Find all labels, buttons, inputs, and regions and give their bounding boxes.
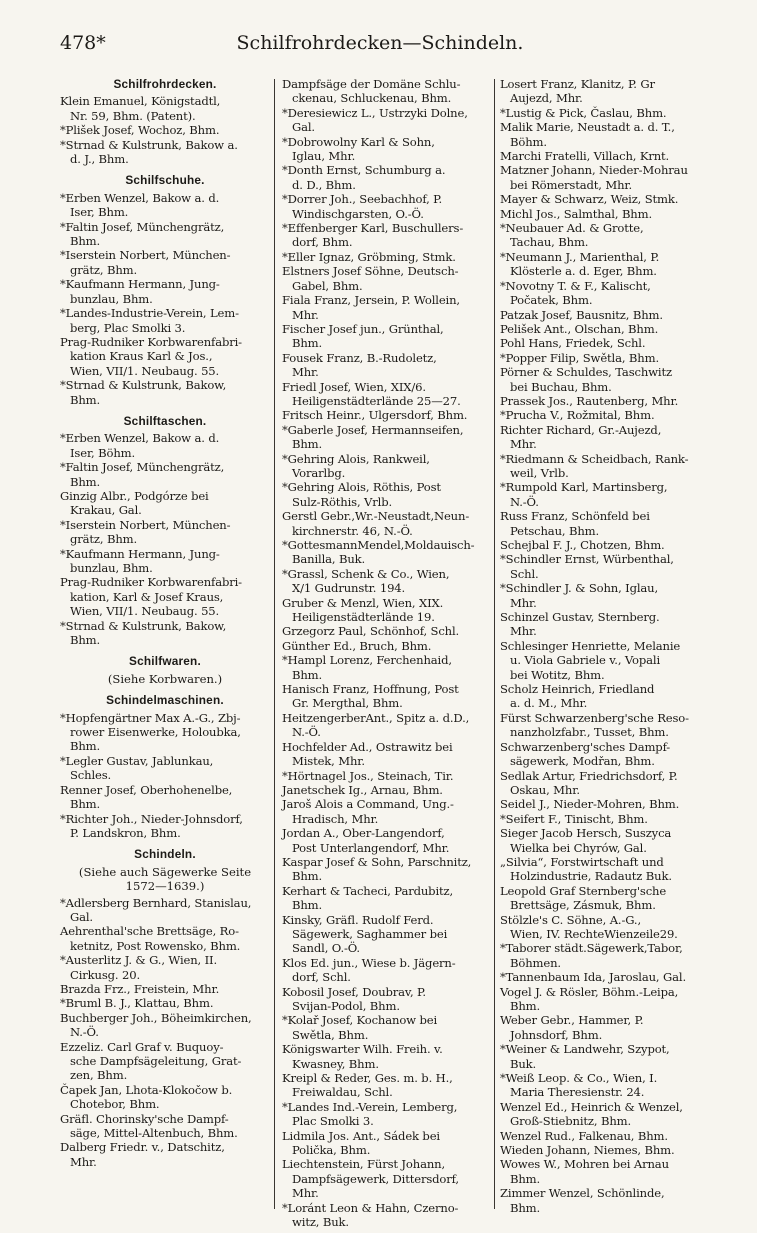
entry-continuation: d. J., Bhm. bbox=[70, 152, 129, 167]
entry-line: *Weiß Leop. & Co., Wien, I. bbox=[500, 1071, 658, 1086]
entry-continuation: Sandl, O.-Ö. bbox=[292, 941, 360, 956]
entry-line: *Lustig & Pick, Časlau, Bhm. bbox=[500, 105, 667, 120]
entry-continuation: Petschau, Bhm. bbox=[510, 523, 600, 538]
entry-continuation: Bhm. bbox=[292, 869, 323, 884]
entry-line: *Effenberger Karl, Buschullers- bbox=[282, 221, 464, 236]
entry-continuation: Böhm. bbox=[510, 134, 547, 149]
entry-line: Kinsky, Gräfl. Rudolf Ferd. bbox=[282, 912, 434, 927]
entry-line: Schinzel Gustav, Sternberg. bbox=[500, 610, 660, 625]
entry-continuation: Bhm. bbox=[70, 474, 101, 489]
entry-line: *Erben Wenzel, Bakow a. d. bbox=[60, 431, 220, 446]
entry-line: *Seifert F., Tinischt, Bhm. bbox=[500, 811, 648, 826]
entry-continuation: säge, Mittel-Altenbuch, Bhm. bbox=[70, 1126, 238, 1141]
entry-continuation: P. Landskron, Bhm. bbox=[70, 825, 181, 840]
entry-continuation: bei Wotitz, Bhm. bbox=[510, 667, 605, 682]
entry-continuation: d. D., Bhm. bbox=[292, 177, 356, 192]
entry-line: *Kaufmann Hermann, Jung- bbox=[60, 277, 220, 292]
entry-continuation: Gal. bbox=[292, 120, 315, 135]
entry-line: *Dobrowolny Karl & Sohn, bbox=[282, 134, 435, 149]
entry-continuation: weil, Vrlb. bbox=[510, 465, 569, 480]
entry-continuation: bunzlau, Bhm. bbox=[70, 291, 153, 306]
entry-line: Dampfsäge der Domäne Schlu- bbox=[282, 77, 461, 91]
section-heading: Schindeln. bbox=[134, 847, 196, 862]
entry-line: Wenzel Rud., Falkenau, Bhm. bbox=[500, 1128, 668, 1143]
entry-line: Russ Franz, Schönfeld bei bbox=[500, 509, 650, 524]
entry-line: *Strnad & Kulstrunk, Bakow, bbox=[60, 378, 227, 393]
entry-line: Wowes W., Mohren bei Arnau bbox=[500, 1157, 669, 1172]
entry-line: *Taborer städt.Sägewerk,Tabor, bbox=[500, 941, 683, 956]
entry-continuation: dorf, Schl. bbox=[292, 970, 351, 985]
entry-continuation: N.-Ö. bbox=[70, 1025, 99, 1040]
entry-line: *Grassl, Schenk & Co., Wien, bbox=[282, 566, 450, 581]
entry-line: Grzegorz Paul, Schönhof, Schl. bbox=[282, 624, 460, 639]
entry-line: Stölzle's C. Söhne, A.-G., bbox=[500, 912, 641, 927]
entry-continuation: Tachau, Bhm. bbox=[510, 235, 589, 250]
entry-continuation: ckenau, Schluckenau, Bhm. bbox=[292, 91, 452, 106]
entry-line: Brazda Frz., Freistein, Mhr. bbox=[60, 981, 220, 996]
entry-continuation: Mhr. bbox=[510, 624, 537, 639]
section-note: 1572—1639.) bbox=[125, 879, 205, 894]
entry-line: Hochfelder Ad., Ostrawitz bei bbox=[282, 739, 453, 754]
entry-line: Scholz Heinrich, Friedland bbox=[500, 682, 655, 697]
entry-continuation: sägewerk, Modřan, Bhm. bbox=[510, 754, 655, 769]
entry-line: *Novotny T. & F., Kalischt, bbox=[500, 278, 651, 293]
entry-continuation: Wien, VII/1. Neubaug. 55. bbox=[70, 604, 220, 619]
entry-line: *Legler Gustav, Jablunkau, bbox=[60, 753, 214, 768]
entry-continuation: Bhm. bbox=[70, 392, 101, 407]
entry-line: *Tannenbaum Ida, Jaroslau, Gal. bbox=[500, 970, 686, 985]
entry-line: Prag-Rudniker Korbwarenfabri- bbox=[60, 334, 242, 349]
entry-line: *Kolař Josef, Kochanow bei bbox=[282, 1013, 438, 1028]
entry-continuation: Mhr. bbox=[510, 437, 537, 452]
entry-line: *Faltin Josef, Münchengrätz, bbox=[60, 460, 225, 475]
entry-line: Marchi Fratelli, Villach, Krnt. bbox=[500, 149, 670, 164]
entry-line: *Schindler J. & Sohn, Iglau, bbox=[500, 581, 659, 596]
entry-continuation: Dampfsägewerk, Dittersdorf, bbox=[292, 1171, 459, 1186]
entry-line: *Bruml B. J., Klattau, Bhm. bbox=[60, 996, 214, 1011]
directory-columns bbox=[60, 77, 705, 1230]
entry-line: Richter Richard, Gr.-Aujezd, bbox=[500, 422, 662, 437]
entry-continuation: Swětla, Bhm. bbox=[292, 1027, 369, 1042]
entry-continuation: Heiligenstädterlände 19. bbox=[292, 610, 435, 625]
entry-line: *Faltin Josef, Münchengrätz, bbox=[60, 219, 225, 234]
entry-continuation: Mhr. bbox=[292, 365, 319, 380]
entry-line: Pelišek Ant., Olschan, Bhm. bbox=[500, 321, 659, 336]
entry-line: Mayer & Schwarz, Weiz, Stmk. bbox=[500, 192, 679, 207]
entry-continuation: kation Kraus Karl & Jos., bbox=[70, 349, 213, 364]
column-right bbox=[500, 77, 706, 1217]
entry-line: Jordan A., Ober-Langendorf, bbox=[282, 826, 445, 841]
section-note: (Siehe Korbwaren.) bbox=[107, 671, 223, 686]
entry-line: Gerstl Gebr.,Wr.-Neustadt,Neun- bbox=[282, 509, 470, 524]
entry-continuation: Bhm. bbox=[292, 437, 323, 452]
entry-continuation: Maria Theresienstr. 24. bbox=[510, 1085, 645, 1100]
entry-line: Sedlak Artur, Friedrichsdorf, P. bbox=[500, 768, 678, 783]
entry-continuation: Aujezd, Mhr. bbox=[510, 91, 583, 106]
entry-line: *Prucha V., Rožmital, Bhm. bbox=[500, 408, 655, 423]
entry-line: *Richter Joh., Nieder-Johnsdorf, bbox=[60, 811, 243, 826]
entry-continuation: Schl. bbox=[510, 566, 539, 581]
entry-line: Liechtenstein, Fürst Johann, bbox=[282, 1157, 446, 1172]
entry-line: Seidel J., Nieder-Mohren, Bhm. bbox=[500, 797, 680, 812]
entry-line: Vogel J. & Rösler, Böhm.-Leipa, bbox=[500, 984, 679, 999]
entry-line: Dalberg Friedr. v., Datschitz, bbox=[60, 1140, 225, 1155]
entry-continuation: Mhr. bbox=[292, 1186, 319, 1201]
entry-line: *Plišek Josef, Wochoz, Bhm. bbox=[60, 123, 220, 138]
entry-line: *Erben Wenzel, Bakow a. d. bbox=[60, 190, 220, 205]
entry-continuation: Schles. bbox=[70, 768, 112, 783]
entry-line: Losert Franz, Klanitz, P. Gr bbox=[500, 77, 655, 91]
entry-continuation: Brettsäge, Zásmuk, Bhm. bbox=[510, 898, 656, 913]
entry-line: Fousek Franz, B.-Rudoletz, bbox=[282, 350, 437, 365]
running-head: Schilfrohrdecken—Schindeln. bbox=[236, 32, 524, 54]
entry-line: *Deresiewicz L., Ustrzyki Dolne, bbox=[282, 105, 468, 120]
entry-continuation: Heiligenstädterlände 25—27. bbox=[292, 393, 461, 408]
entry-continuation: Mhr. bbox=[292, 307, 319, 322]
entry-line: *Hörtnagel Jos., Steinach, Tir. bbox=[282, 768, 454, 783]
entry-line: Prassek Jos., Rautenberg, Mhr. bbox=[500, 393, 679, 408]
entry-continuation: sche Dampfsägeleitung, Grat- bbox=[70, 1054, 242, 1068]
entry-line: Wieden Johann, Niemes, Bhm. bbox=[500, 1143, 675, 1158]
entry-line: Leopold Graf Sternberg'sche bbox=[500, 883, 667, 898]
column-middle bbox=[282, 77, 490, 1230]
entry-continuation: Polička, Bhm. bbox=[292, 1143, 371, 1158]
entry-continuation: Banilla, Buk. bbox=[292, 552, 366, 567]
entry-line: Friedl Josef, Wien, XIX/6. bbox=[282, 379, 426, 394]
entry-continuation: Cirkusg. 20. bbox=[70, 967, 140, 982]
entry-line: Kobosil Josef, Doubrav, P. bbox=[282, 984, 426, 999]
entry-continuation: Bhm. bbox=[70, 739, 101, 754]
entry-continuation: Johnsdorf, Bhm. bbox=[510, 1027, 603, 1042]
section-heading: Schilfwaren. bbox=[129, 654, 201, 669]
entry-line: Fischer Josef jun., Grünthal, bbox=[282, 321, 444, 336]
entry-continuation: Bhm. bbox=[510, 1200, 541, 1215]
entry-line: *Gaberle Josef, Hermannseifen, bbox=[282, 422, 464, 437]
entry-continuation: Wien, VII/1. Neubaug. 55. bbox=[70, 363, 220, 378]
entry-line: *Neubauer Ad. & Grotte, bbox=[500, 221, 644, 236]
entry-line: Gruber & Menzl, Wien, XIX. bbox=[282, 595, 444, 610]
entry-continuation: bei Römerstadt, Mhr. bbox=[510, 177, 633, 192]
entry-continuation: kirchnerstr. 46, N.-Ö. bbox=[292, 523, 413, 538]
entry-line: Jaroš Alois a Command, Ung.- bbox=[282, 797, 454, 812]
entry-line: Wenzel Ed., Heinrich & Wenzel, bbox=[500, 1099, 683, 1114]
entry-line: Günther Ed., Bruch, Bhm. bbox=[282, 638, 432, 653]
entry-line: Schwarzenberg'sches Dampf- bbox=[500, 739, 671, 754]
entry-continuation: Krakau, Gal. bbox=[70, 503, 142, 518]
entry-continuation: Svijan-Podol, Bhm. bbox=[292, 999, 400, 1013]
entry-line: Malik Marie, Neustadt a. d. T., bbox=[500, 120, 675, 135]
entry-line: Pohl Hans, Friedek, Schl. bbox=[500, 336, 646, 351]
entry-line: *Dorrer Joh., Seebachhof, P. bbox=[282, 192, 442, 207]
entry-continuation: kation, Karl & Josef Kraus, bbox=[70, 589, 224, 604]
entry-continuation: Počatek, Bhm. bbox=[510, 293, 593, 308]
entry-line: Michl Jos., Salmthal, Bhm. bbox=[500, 206, 653, 221]
entry-line: HeitzengerberAnt., Spitz a. d.D., bbox=[282, 710, 470, 725]
entry-continuation: Bhm. bbox=[292, 667, 323, 682]
entry-line: *Loránt Leon & Hahn, Czerno- bbox=[282, 1200, 459, 1215]
entry-continuation: X/1 Gudrunstr. 194. bbox=[292, 581, 406, 596]
entry-continuation: dorf, Bhm. bbox=[292, 235, 353, 250]
entry-continuation: grätz, Bhm. bbox=[70, 262, 138, 277]
entry-continuation: Kwasney, Bhm. bbox=[292, 1056, 379, 1071]
entry-continuation: Windischgarsten, O.-Ö. bbox=[292, 206, 424, 221]
section-heading: Schilfrohrdecken. bbox=[113, 77, 217, 91]
entry-line: „Silvia“, Forstwirtschaft und bbox=[500, 854, 664, 869]
column-left bbox=[60, 77, 270, 1217]
entry-continuation: Iser, Bhm. bbox=[70, 205, 129, 220]
entry-line: Fritsch Heinr., Ulgersdorf, Bhm. bbox=[282, 408, 468, 423]
entry-continuation: Groß-Stiebnitz, Bhm. bbox=[510, 1114, 632, 1129]
entry-line: *Kaufmann Hermann, Jung- bbox=[60, 546, 220, 561]
entry-line: *Eller Ignaz, Gröbming, Stmk. bbox=[282, 249, 456, 264]
entry-line: *Iserstein Norbert, München- bbox=[60, 517, 231, 532]
entry-line: Renner Josef, Oberhohenelbe, bbox=[60, 782, 233, 797]
entry-line: Ginzig Albr., Podgórze bei bbox=[60, 488, 209, 503]
entry-line: Gräfl. Chorinsky'sche Dampf- bbox=[60, 1111, 229, 1126]
column-rule bbox=[494, 79, 495, 1209]
entry-continuation: Sägewerk, Saghammer bei bbox=[292, 926, 448, 941]
column-rule bbox=[274, 79, 275, 1209]
entry-line: Klos Ed. jun., Wiese b. Jägern- bbox=[282, 955, 456, 970]
entry-continuation: Sulz-Röthis, Vrlb. bbox=[292, 494, 393, 509]
entry-line: *Popper Filip, Swětla, Bhm. bbox=[500, 350, 659, 365]
entry-continuation: Bhm. bbox=[70, 797, 101, 812]
entry-line: Buchberger Joh., Böheimkirchen, bbox=[60, 1010, 252, 1025]
entry-continuation: bunzlau, Bhm. bbox=[70, 561, 153, 575]
entry-continuation: Bhm. bbox=[510, 1171, 541, 1186]
entry-continuation: Böhmen. bbox=[510, 955, 561, 970]
entry-continuation: berg, Plac Smolki 3. bbox=[70, 320, 186, 335]
entry-continuation: Iser, Böhm. bbox=[70, 445, 136, 460]
section-heading: Schindelmaschinen. bbox=[106, 693, 224, 708]
entry-line: Schejbal F. J., Chotzen, Bhm. bbox=[500, 538, 665, 552]
entry-line: Ezzeliz. Carl Graf v. Buquoy- bbox=[60, 1039, 224, 1054]
entry-line: Fürst Schwarzenberg'sche Reso- bbox=[500, 710, 689, 725]
entry-continuation: Post Unterlangendorf, Mhr. bbox=[292, 840, 450, 855]
entry-continuation: ketnitz, Post Rowensko, Bhm. bbox=[70, 938, 241, 953]
entry-continuation: Mistek, Mhr. bbox=[292, 754, 365, 769]
entry-line: Pörner & Schuldes, Taschwitz bbox=[500, 365, 672, 380]
entry-line: Hanisch Franz, Hoffnung, Post bbox=[282, 682, 459, 697]
entry-continuation: bei Buchau, Bhm. bbox=[510, 379, 612, 394]
entry-line: *Iserstein Norbert, München- bbox=[60, 248, 231, 263]
entry-line: *Neumann J., Marienthal, P. bbox=[500, 249, 660, 264]
entry-continuation: zen, Bhm. bbox=[70, 1068, 128, 1083]
entry-continuation: a. d. M., Mhr. bbox=[510, 696, 588, 711]
entry-continuation: Wien, IV. RechteWienzeile29. bbox=[510, 926, 678, 941]
entry-line: *Donth Ernst, Schumburg a. bbox=[282, 163, 446, 178]
section-note: (Siehe auch Sägewerke Seite bbox=[78, 864, 252, 879]
page-header bbox=[60, 32, 700, 58]
entry-line: Fiala Franz, Jersein, P. Wollein, bbox=[282, 293, 460, 308]
entry-line: Lidmila Jos. Ant., Sádek bei bbox=[282, 1128, 440, 1143]
entry-line: Patzak Josef, Bausnitz, Bhm. bbox=[500, 307, 663, 322]
entry-line: *Hampl Lorenz, Ferchenhaid, bbox=[282, 653, 452, 668]
entry-line: *Riedmann & Scheidbach, Rank- bbox=[500, 451, 689, 466]
entry-line: *Landes-Industrie-Verein, Lem- bbox=[60, 306, 239, 321]
entry-continuation: Bhm. bbox=[292, 336, 323, 351]
entry-line: Weber Gebr., Hammer, P. bbox=[500, 1013, 644, 1028]
entry-continuation: u. Viola Gabriele v., Vopali bbox=[510, 653, 661, 668]
entry-continuation: Holzindustrie, Radautz Buk. bbox=[510, 869, 672, 884]
entry-continuation: Bhm. bbox=[70, 633, 101, 648]
entry-line: *Strnad & Kulstrunk, Bakow a. bbox=[60, 137, 238, 152]
entry-continuation: Chotebor, Bhm. bbox=[70, 1097, 160, 1112]
entry-continuation: Bhm. bbox=[510, 999, 541, 1013]
entry-continuation: rower Eisenwerke, Holoubka, bbox=[70, 725, 241, 740]
entry-continuation: Wielka bei Chyrów, Gal. bbox=[510, 840, 647, 855]
entry-continuation: Plac Smolki 3. bbox=[292, 1114, 374, 1129]
entry-line: Prag-Rudniker Korbwarenfabri- bbox=[60, 575, 242, 590]
entry-line: *Adlersberg Bernhard, Stanislau, bbox=[60, 895, 252, 910]
entry-continuation: grätz, Bhm. bbox=[70, 532, 138, 547]
entry-line: Kerhart & Tacheci, Pardubitz, bbox=[282, 883, 454, 898]
entry-line: *GottesmannMendel,Moldauisch- bbox=[282, 538, 475, 552]
entry-line: Čapek Jan, Lhota-Klokočow b. bbox=[60, 1082, 233, 1097]
entry-continuation: Gal. bbox=[70, 909, 93, 924]
entry-continuation: N.-Ö. bbox=[292, 725, 321, 740]
entry-line: *Schindler Ernst, Würbenthal, bbox=[500, 552, 674, 567]
entry-continuation: Vorarlbg. bbox=[292, 465, 346, 480]
entry-line: *Rumpold Karl, Martinsberg, bbox=[500, 480, 668, 495]
entry-line: *Landes Ind.-Verein, Lemberg, bbox=[282, 1099, 458, 1114]
entry-continuation: witz, Buk. bbox=[292, 1215, 349, 1230]
entry-line: Königswarter Wilh. Freih. v. bbox=[282, 1042, 443, 1057]
entry-continuation: N.-Ö. bbox=[510, 494, 539, 509]
page-number: 478* bbox=[60, 32, 106, 54]
entry-line: *Austerlitz J. & G., Wien, II. bbox=[60, 953, 218, 968]
entry-line: *Gehring Alois, Rankweil, bbox=[282, 451, 430, 466]
entry-line: Zimmer Wenzel, Schönlinde, bbox=[500, 1186, 665, 1201]
entry-continuation: Bhm. bbox=[70, 234, 101, 249]
entry-line: *Hopfengärtner Max A.-G., Zbj- bbox=[60, 710, 241, 725]
entry-continuation: Hradisch, Mhr. bbox=[292, 811, 379, 826]
entry-line: Janetschek Ig., Arnau, Bhm. bbox=[282, 782, 443, 797]
entry-continuation: Mhr. bbox=[510, 595, 537, 610]
entry-line: *Weiner & Landwehr, Szypot, bbox=[500, 1042, 670, 1057]
entry-continuation: Mhr. bbox=[70, 1154, 97, 1169]
entry-line: Matzner Johann, Nieder-Mohrau bbox=[500, 163, 688, 178]
entry-line: Kreipl & Reder, Ges. m. b. H., bbox=[282, 1071, 453, 1086]
entry-continuation: Gabel, Bhm. bbox=[292, 278, 363, 293]
entry-continuation: Oskau, Mhr. bbox=[510, 782, 580, 797]
entry-line: Schlesinger Henriette, Melanie bbox=[500, 638, 681, 653]
section-heading: Schilftaschen. bbox=[123, 413, 207, 428]
entry-line: Klein Emanuel, Königstadtl, bbox=[60, 94, 221, 109]
entry-continuation: Freiwaldau, Schl. bbox=[292, 1085, 393, 1100]
entry-line: *Gehring Alois, Röthis, Post bbox=[282, 480, 441, 495]
entry-continuation: Klösterle a. d. Eger, Bhm. bbox=[510, 264, 657, 279]
entry-continuation: Nr. 59, Bhm. (Patent). bbox=[70, 108, 196, 123]
entry-line: Elstners Josef Söhne, Deutsch- bbox=[282, 264, 459, 279]
entry-continuation: Iglau, Mhr. bbox=[292, 149, 356, 164]
entry-line: Kaspar Josef & Sohn, Parschnitz, bbox=[282, 854, 472, 869]
entry-continuation: Bhm. bbox=[292, 898, 323, 913]
entry-line: *Strnad & Kulstrunk, Bakow, bbox=[60, 618, 227, 633]
entry-line: Sieger Jacob Hersch, Suszyca bbox=[500, 826, 672, 841]
section-heading: Schilfschuhe. bbox=[125, 173, 205, 188]
entry-line: Aehrenthal'sche Brettsäge, Ro- bbox=[60, 924, 239, 939]
entry-continuation: Gr. Mergthal, Bhm. bbox=[292, 696, 403, 711]
entry-continuation: Buk. bbox=[510, 1056, 537, 1071]
entry-continuation: nanzholzfabr., Tusset, Bhm. bbox=[510, 725, 669, 740]
